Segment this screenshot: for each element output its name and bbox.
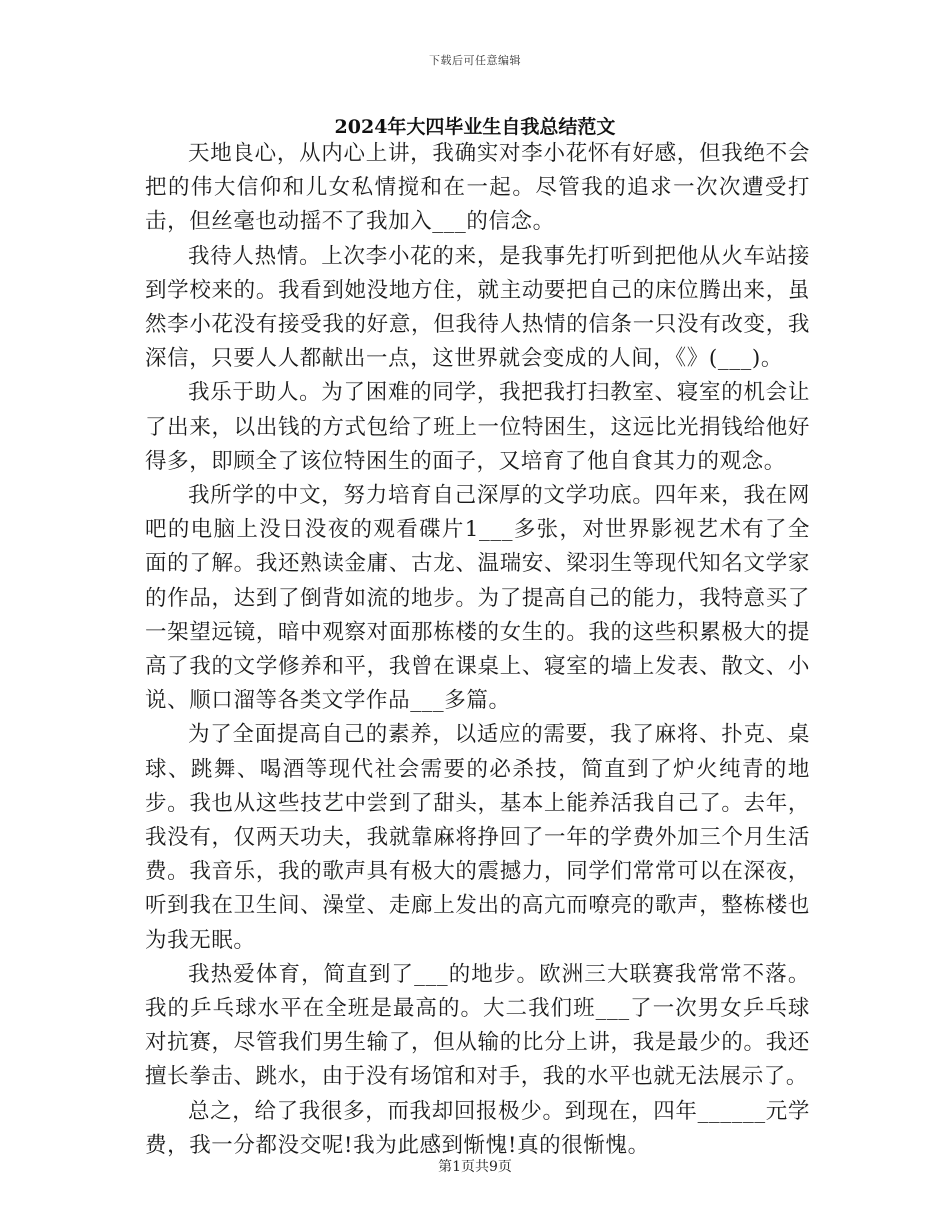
document-title: 2024年大四毕业生自我总结范文 [334,116,616,138]
paragraph: 我所学的中文，努力培育自己深厚的文学功底。四年来，我在网吧的电脑上没日没夜的观看碟片1___多张，对世界影视艺术有了全面的了解。我还熟读金庸、古龙、温瑞安、梁羽生等现代知名文学家的作品，达到了倒背如流的地步。为了提高自己的能力，我特意买了一架望远镜，暗中观察对面那栋楼的女生的。我的这些积累极大的提高了我的文学修养和平，我曾在课桌上、寝室的墙上发表、散文、小说、顺口溜等各类文学作品___多篇。 [145,483,810,714]
paragraph: 我热爱体育，简直到了___的地步。欧洲三大联赛我常常不落。我的乒乓球水平在全班是最高的。大二我们班___了一次男女乒乓球对抗赛，尽管我们男生输了，但从输的比分上讲，我是最少的。我还擅长拳击、跳水，由于没有场馆和对手，我的水平也就无法展示了。 [145,961,810,1090]
header-note: 下载后可任意编辑 [429,54,521,67]
paragraph: 我乐于助人。为了困难的同学，我把我打扫教室、寝室的机会让了出来，以出钱的方式包给了班上一位特困生，这远比光捐钱给他好得多，即顾全了该位特困生的面子，又培育了他自食其力的观念。 [145,380,810,474]
paragraph: 天地良心，从内心上讲，我确实对李小花怀有好感，但我绝不会把的伟大信仰和儿女私情搅和在一起。尽管我的追求一次次遭受打击，但丝毫也动摇不了我加入___的信念。 [145,141,810,235]
paragraph: 我待人热情。上次李小花的来，是我事先打听到把他从火车站接到学校来的。我看到她没地方住，就主动要把自己的床位腾出来，虽然李小花没有接受我的好意，但我待人热情的信条一只没有改变，我深信，只要人人都献出一点，这世界就会变成的人间，《》(___)。 [145,243,810,372]
document-body [145,137,810,1163]
paragraph: 总之，给了我很多，而我却回报极少。到现在，四年______元学费，我一分都没交呢!我为此感到惭愧!真的很惭愧。 [145,1098,810,1158]
page-footer: 第1页共9页 [438,1159,512,1175]
paragraph: 为了全面提高自己的素养，以适应的需要，我了麻将、扑克、桌球、跳舞、喝酒等现代社会需要的必杀技，简直到了炉火纯青的地步。我也从这些技艺中尝到了甜头，基本上能养活我自己了。去年，我没有，仅两天功夫，我就靠麻将挣回了一年的学费外加三个月生活费。我音乐，我的歌声具有极大的震撼力，同学们常常可以在深夜，听到我在卫生间、澡堂、走廊上发出的高亢而嘹亮的歌声，整栋楼也为我无眠。 [145,722,810,953]
